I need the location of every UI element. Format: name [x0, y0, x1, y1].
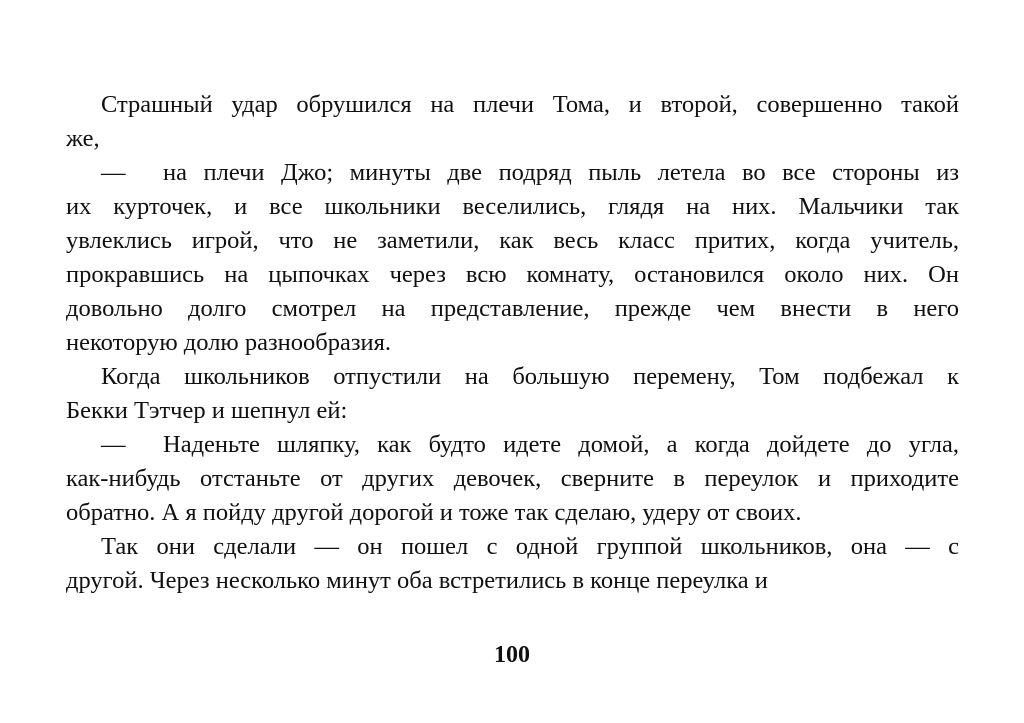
text-line: как-нибудь отстаньте от других девочек, сверните в переулок и приходите [66, 465, 959, 492]
text-line: Так они сделали — он пошел с одной группой школьников, она — с [101, 533, 959, 560]
text-line: обратно. А я пойду другой дорогой и тоже так сделаю, удеру от своих. [66, 499, 802, 526]
document-body [66, 88, 959, 598]
text-line: довольно долго смотрел на представление, прежде чем внести в него [66, 295, 959, 322]
text-line-content: Наденьте шляпку, как будто идете домой, а когда дойдете до угла, [163, 431, 959, 458]
text-line: Бекки Тэтчер и шепнул ей: [66, 397, 348, 424]
text-line-content: на плечи Джо; минуты две подряд пыль летела во все стороны из [163, 159, 959, 186]
text-line: же, [66, 125, 100, 152]
text-line [66, 428, 959, 462]
text-line: Когда школьников отпустили на большую перемену, Том подбежал к [101, 363, 959, 390]
page-number: 100 [494, 642, 530, 668]
text-line: другой. Через несколько минут оба встретились в конце переулка и [66, 567, 768, 594]
em-dash: — [101, 159, 126, 186]
text-line: прокравшись на цыпочках через всю комнату, остановился около них. Он [66, 261, 959, 288]
text-line: некоторую долю разнообразия. [66, 329, 392, 356]
text-line: их курточек, и все школьники веселились, глядя на них. Мальчики так [66, 193, 959, 220]
text-line: Страшный удар обрушился на плечи Тома, и второй, совершенно такой [101, 91, 959, 118]
text-line [66, 156, 959, 190]
em-dash: — [101, 431, 126, 458]
text-line: увлеклись игрой, что не заметили, как весь класс притих, когда учитель, [66, 227, 959, 254]
